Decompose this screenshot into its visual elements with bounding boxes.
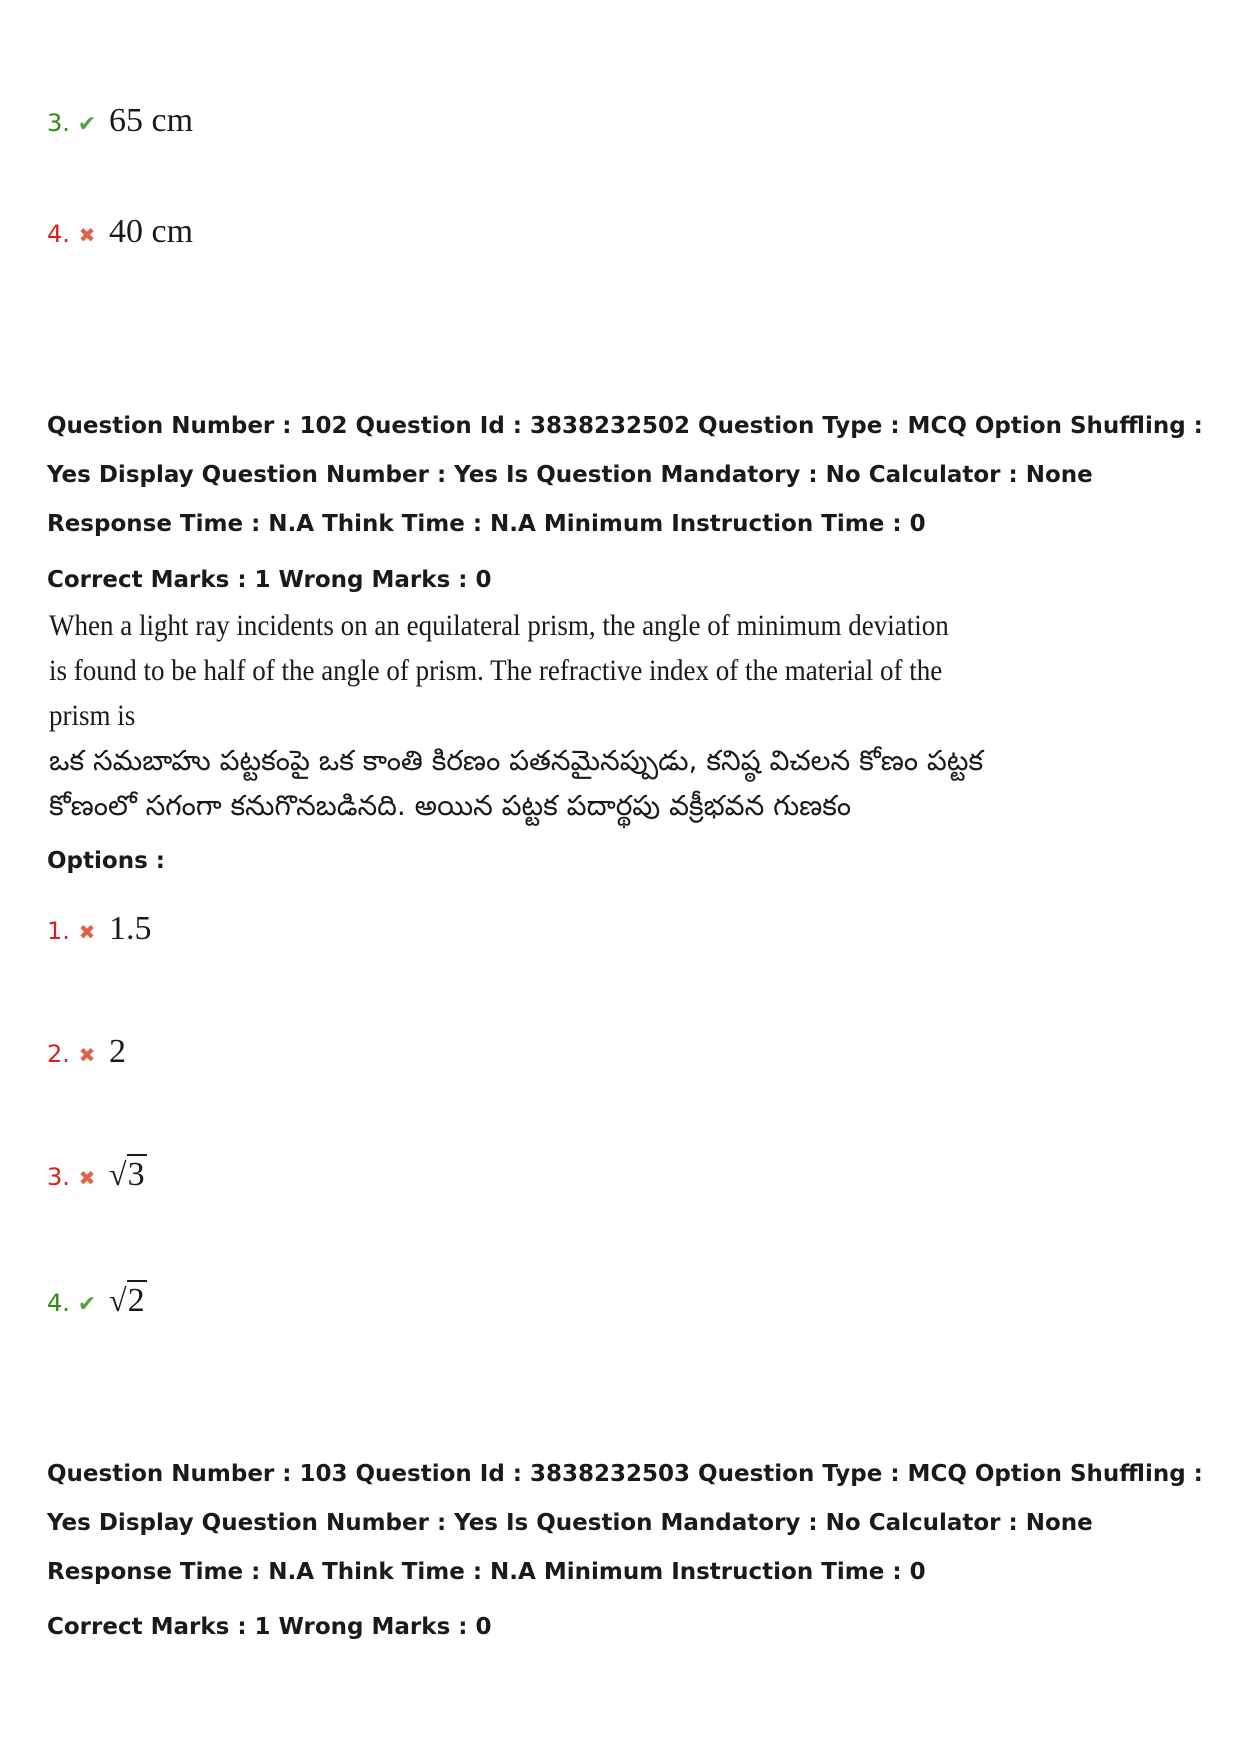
sqrt-expression	[109, 1282, 147, 1320]
prev-option-4	[47, 213, 193, 251]
question-102-meta: Question Number : 102 Question Id : 3838232502 Question Type : MCQ Option Shuffling : Yes Display Question Number : Yes Is Question Mandatory : No Calculator : None Response Time : N.A Think Time : N.A Minimum Instruction Time : 0	[47, 413, 1203, 537]
question-102-text-telugu: ఒక సమబాహు పట్టకంపై ఒక కాంతి కిరణం పతనమైనప్పుడు, కనిష్ఠ విచలన కోణం పట్టక కోణంలో సగంగా కనుగొనబడినది. అయిన పట్టక పదార్థపు వక్రీభవన గుణకం	[49, 744, 984, 822]
radical-sign: √	[109, 1282, 127, 1318]
option-value: 1.5	[109, 910, 152, 947]
option-number: 2.	[47, 1040, 70, 1068]
option-value: 2	[109, 1033, 126, 1070]
cross-icon: ✖	[78, 1043, 96, 1067]
option-value: 65 cm	[109, 102, 194, 139]
option-value: 3	[127, 1156, 145, 1193]
check-icon: ✔	[77, 112, 97, 137]
option-number: 4.	[47, 1289, 70, 1317]
prev-option-3	[47, 102, 193, 140]
option-4	[47, 1282, 147, 1320]
option-1	[47, 910, 152, 948]
question-102-text-english: When a light ray incidents on an equilateral prism, the angle of minimum deviation is found to be half of the angle of prism. The refractive index of the material of the prism is	[49, 609, 949, 732]
question-103-meta: Question Number : 103 Question Id : 3838232503 Question Type : MCQ Option Shuffling : Yes Display Question Number : Yes Is Question Mandatory : No Calculator : None Response Time : N.A Think Time : N.A Minimum Instruction Time : 0	[47, 1461, 1203, 1585]
options-label: Options :	[47, 848, 165, 874]
option-value: 40 cm	[109, 213, 194, 250]
check-icon: ✔	[77, 1292, 97, 1317]
radical-sign: √	[109, 1156, 127, 1192]
option-number: 1.	[47, 917, 70, 945]
question-102-marks: Correct Marks : 1 Wrong Marks : 0	[47, 567, 492, 593]
option-3	[47, 1156, 147, 1194]
cross-icon: ✖	[78, 223, 96, 247]
option-number: 4.	[47, 220, 70, 248]
sqrt-expression	[109, 1156, 147, 1194]
option-number: 3.	[47, 109, 70, 137]
option-value: 2	[127, 1282, 145, 1319]
option-2	[47, 1033, 126, 1071]
cross-icon: ✖	[78, 1166, 96, 1190]
question-103-marks: Correct Marks : 1 Wrong Marks : 0	[47, 1614, 492, 1640]
cross-icon: ✖	[78, 920, 96, 944]
option-number: 3.	[47, 1163, 70, 1191]
